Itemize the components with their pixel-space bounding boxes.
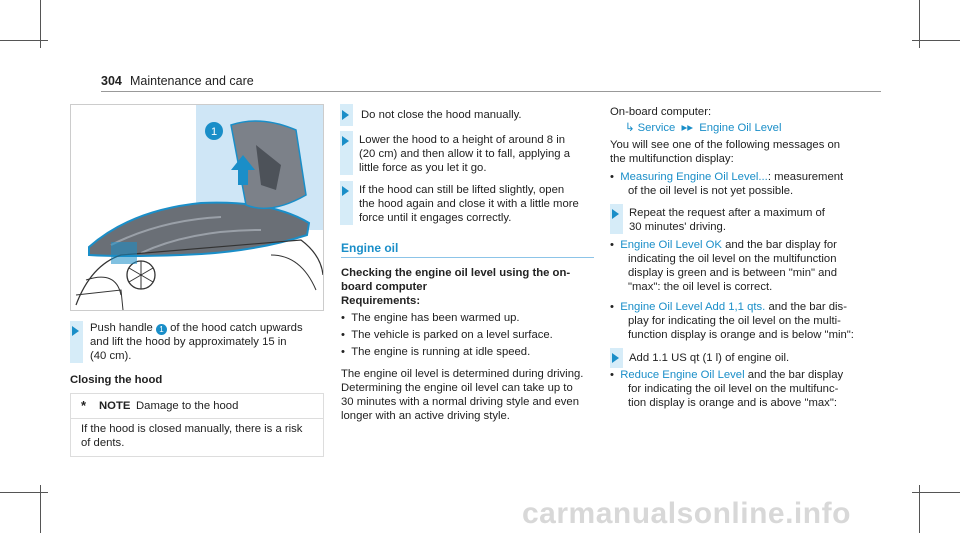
step-arrow-icon — [612, 209, 619, 219]
page-number: 304 — [101, 74, 122, 88]
para-line: 30 minutes with a normal driving style and even — [341, 396, 579, 408]
message-text: display is green and is between "min" and — [628, 267, 837, 279]
crop-mark — [0, 40, 48, 41]
para-line: longer with an active driving style. — [341, 410, 510, 422]
note-header — [71, 394, 323, 419]
step-arrow-icon — [342, 136, 349, 146]
message-text: for indicating the oil level on the multifunc- — [628, 383, 839, 395]
obc-label: On-board computer: — [610, 106, 712, 118]
message-text: and the bar display for — [721, 239, 837, 251]
message-key: Reduce Engine Oil Level — [620, 369, 745, 381]
message-text: play for indicating the oil level on the multi- — [628, 315, 841, 327]
menu-path — [625, 121, 781, 135]
note-body — [81, 422, 302, 450]
step-lower-hood — [359, 133, 570, 175]
step-text: Push handle — [90, 322, 156, 334]
paragraph-oil-level — [341, 367, 583, 423]
figure-callout: 1 — [210, 126, 218, 138]
page-title: Maintenance and care — [130, 74, 254, 88]
step-push-handle — [90, 321, 330, 363]
closing-heading: Closing the hood — [70, 374, 163, 386]
crop-mark — [0, 492, 48, 493]
crop-mark — [912, 40, 960, 41]
step-arrow-icon — [342, 110, 349, 120]
step-text: and lift the hood by approximately 15 in — [90, 336, 287, 348]
list-item-text: The vehicle is parked on a level surface. — [351, 329, 553, 341]
list-item: • The engine has been warmed up. — [341, 312, 520, 324]
intro — [610, 138, 840, 166]
heading-line: Checking the engine oil level using the on- — [341, 267, 571, 279]
step-reopen-hood — [359, 183, 579, 225]
intro-line: the multifunction display: — [610, 153, 734, 165]
message-ok: • Engine Oil Level OK and the bar display for indicating the oil level on the multifunction display is green and is between "min" and "max": the oil level is correct. — [610, 239, 837, 293]
step-do-not-close: Do not close the hood manually. — [361, 109, 522, 121]
step-line: (20 cm) and then allow it to fall, applying a — [359, 148, 570, 160]
para-line: The engine oil level is determined during driving. — [341, 368, 584, 380]
step-add-oil: Add 1.1 US qt (1 l) of engine oil. — [629, 352, 790, 364]
step-text: (40 cm). — [90, 350, 132, 362]
note-line: If the hood is closed manually, there is a risk — [81, 423, 303, 435]
list-item-text: The engine is running at idle speed. — [351, 346, 531, 358]
message-add: • Engine Oil Level Add 1,1 qts. and the bar dis- play for indicating the oil level on the multi- function display is orange and is below "min": — [610, 301, 854, 341]
list-item: • The engine is running at idle speed. — [341, 346, 531, 358]
message-reduce: • Reduce Engine Oil Level and the bar display for indicating the oil level on the multifunc- tion display is orange and is above "max": — [610, 369, 844, 409]
message-text: tion display is orange and is above "max": — [628, 397, 837, 409]
step-line: force until it engages correctly. — [359, 212, 512, 224]
message-text: function display is orange and is below "min": — [628, 329, 854, 341]
step-line: little force as you let it go. — [359, 162, 487, 174]
message-text: "max": the oil level is correct. — [628, 281, 773, 293]
chevron-right-icon: ▸▸ — [678, 122, 697, 134]
requirements-list — [341, 311, 553, 359]
step-arrow-icon — [72, 326, 79, 336]
note-title: Damage to the hood — [136, 400, 239, 412]
step-line: the hood again and close it with a little more — [359, 198, 579, 210]
crop-mark — [912, 492, 960, 493]
step-arrow-icon — [612, 353, 619, 363]
warning-icon: * — [81, 398, 87, 413]
note-line: of dents. — [81, 437, 125, 449]
menu-engine-oil-level[interactable]: Engine Oil Level — [699, 122, 782, 134]
message-measuring: • Measuring Engine Oil Level...: measurement of the oil level is not yet possible. — [610, 171, 844, 197]
step-arrow-icon — [342, 186, 349, 196]
menu-service[interactable]: Service — [637, 122, 676, 134]
hood-figure — [70, 104, 324, 311]
section-engine-oil: Engine oil — [341, 241, 399, 255]
requirements-label: Requirements: — [341, 295, 421, 307]
intro-line: You will see one of the following messages on — [610, 139, 841, 151]
para-line: Determining the engine oil level can take up to — [341, 382, 573, 394]
message-text: and the bar display — [744, 369, 844, 381]
message-key: Measuring Engine Oil Level... — [620, 171, 768, 183]
header-divider — [101, 91, 881, 92]
message-key: Engine Oil Level Add 1,1 qts. — [620, 301, 766, 313]
note-box — [70, 393, 324, 457]
section-rule — [341, 257, 594, 258]
message-text: indicating the oil level on the multifunction — [628, 253, 837, 265]
message-text: and the bar dis- — [765, 301, 847, 313]
list-item-text: The engine has been warmed up. — [351, 312, 520, 324]
car-hood-illustration — [71, 105, 323, 310]
step-text: of the hood catch upwards — [166, 322, 303, 334]
step-line: Lower the hood to a height of around 8 in — [359, 134, 566, 146]
message-text: : measurement — [767, 171, 844, 183]
step-line: If the hood can still be lifted slightly, open — [359, 184, 565, 196]
step-repeat — [629, 206, 825, 234]
note-label: NOTE — [99, 400, 131, 412]
check-heading — [341, 266, 570, 308]
message-text: of the oil level is not yet possible. — [628, 185, 794, 197]
step-line: 30 minutes' driving. — [629, 221, 726, 233]
heading-line: board computer — [341, 281, 427, 293]
watermark: carmanualsonline.info — [522, 497, 851, 530]
menu-entry-icon: ↳ — [625, 122, 635, 134]
message-key: Engine Oil Level OK — [620, 239, 722, 251]
callout-icon: 1 — [156, 324, 167, 335]
step-line: Repeat the request after a maximum of — [629, 207, 825, 219]
list-item: • The vehicle is parked on a level surface. — [341, 329, 553, 341]
